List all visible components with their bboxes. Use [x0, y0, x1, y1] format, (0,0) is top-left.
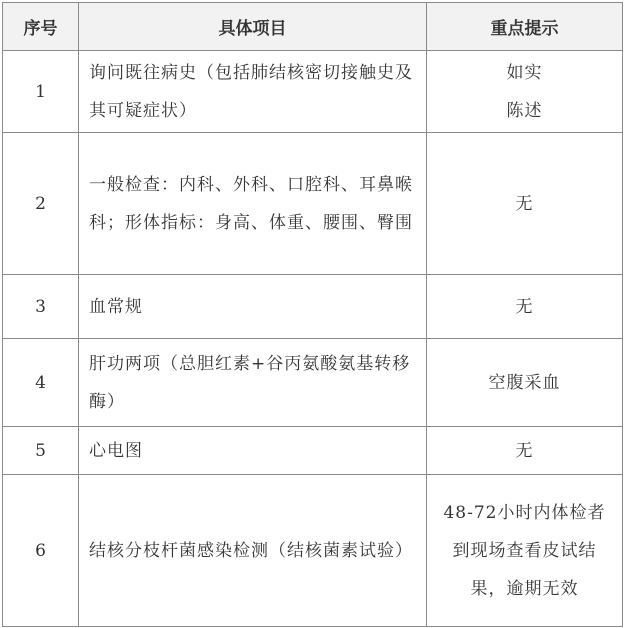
row-number: 3	[3, 275, 79, 339]
row-tip-text: 如实陈述	[506, 62, 543, 121]
row-tip: 无	[427, 427, 623, 475]
row-tip: 无	[427, 133, 623, 275]
row-tip: 48-72小时内体检者到现场查看皮试结果，逾期无效	[427, 475, 623, 627]
header-number: 序号	[3, 3, 79, 51]
row-item: 询问既往病史（包括肺结核密切接触史及其可疑症状）	[79, 51, 427, 133]
table-header-row	[3, 3, 623, 51]
table-row	[3, 339, 623, 427]
row-number: 4	[3, 339, 79, 427]
header-tip: 重点提示	[427, 3, 623, 51]
table-row	[3, 427, 623, 475]
row-item: 结核分枝杆菌感染检测（结核菌素试验）	[79, 475, 427, 627]
table-row	[3, 475, 623, 627]
row-tip	[427, 51, 623, 133]
table-row	[3, 275, 623, 339]
row-number: 2	[3, 133, 79, 275]
row-number: 5	[3, 427, 79, 475]
medical-exam-table	[2, 2, 623, 627]
table-row	[3, 51, 623, 133]
row-item: 心电图	[79, 427, 427, 475]
row-tip: 无	[427, 275, 623, 339]
row-item: 一般检查：内科、外科、口腔科、耳鼻喉科；形体指标：身高、体重、腰围、臀围	[79, 133, 427, 275]
row-tip: 空腹采血	[427, 339, 623, 427]
table-row	[3, 133, 623, 275]
row-number: 6	[3, 475, 79, 627]
row-item: 肝功两项（总胆红素+谷丙氨酸氨基转移酶）	[79, 339, 427, 427]
row-item: 血常规	[79, 275, 427, 339]
header-item: 具体项目	[79, 3, 427, 51]
row-number: 1	[3, 51, 79, 133]
